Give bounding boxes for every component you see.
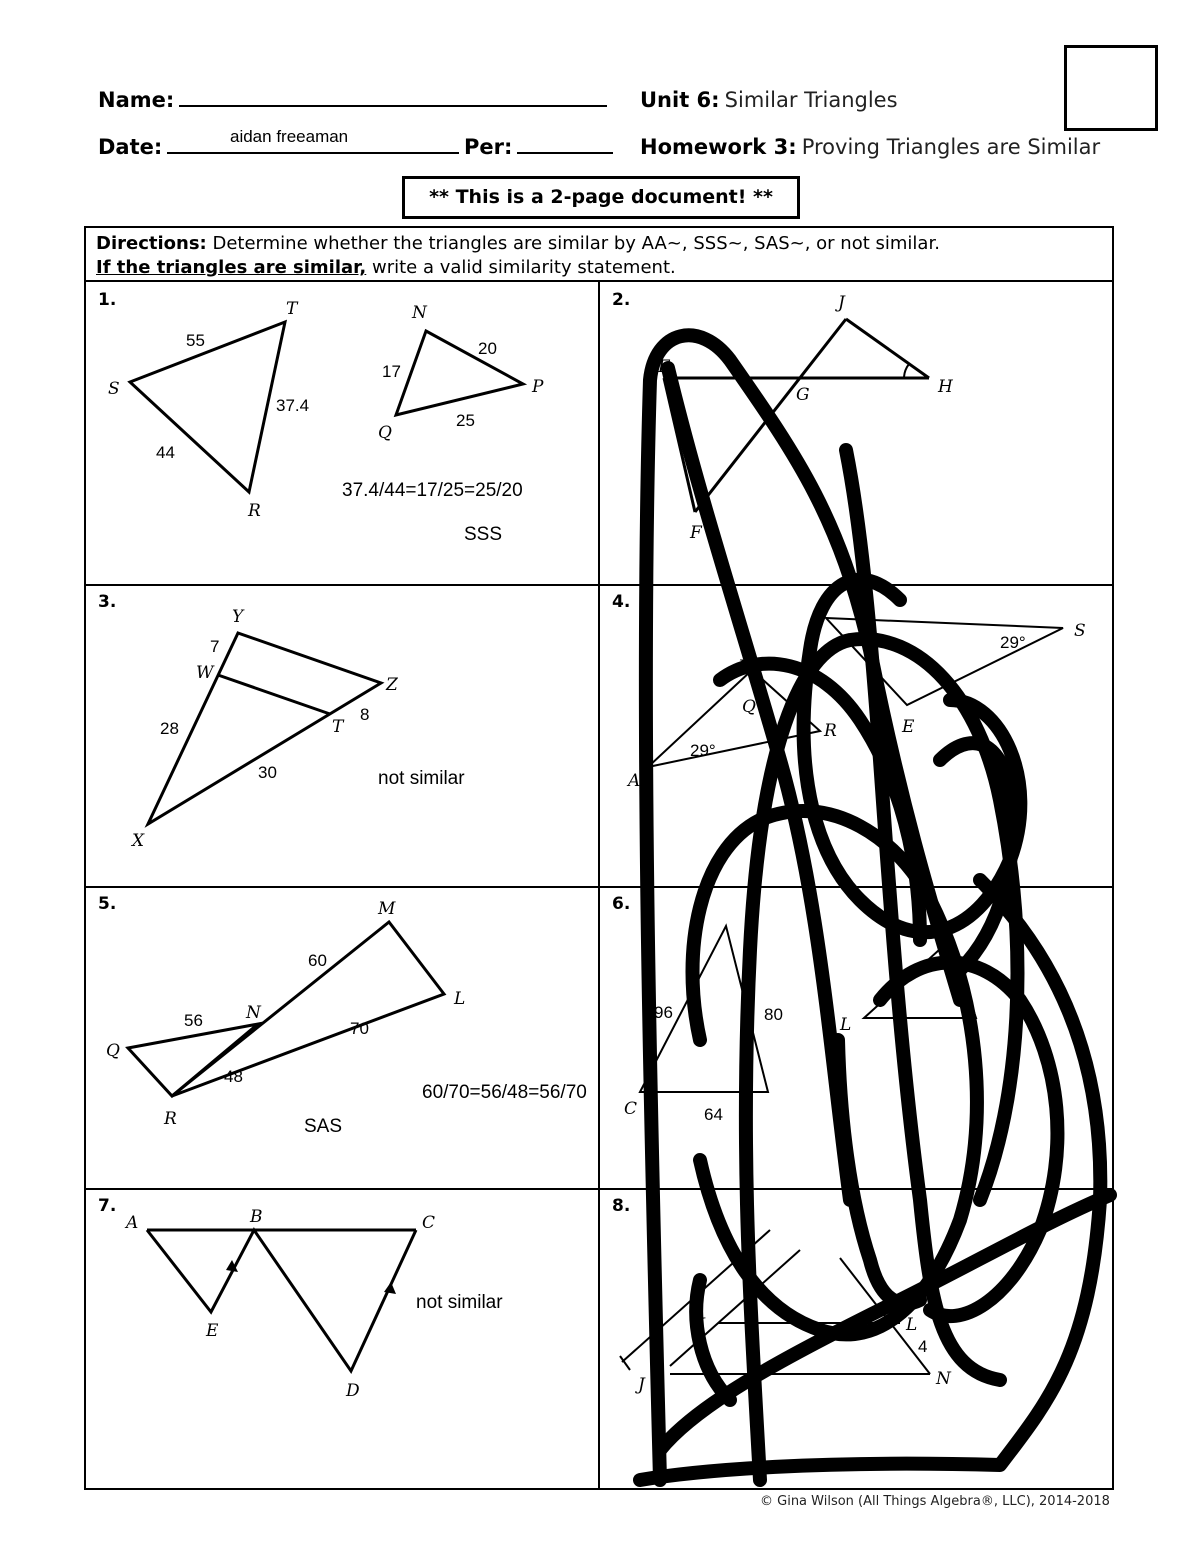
svg-text:7: 7: [210, 637, 220, 656]
svg-text:B: B: [250, 1207, 263, 1227]
problem-number: 4.: [612, 592, 631, 612]
svg-text:K: K: [692, 1315, 705, 1335]
triangle-diagram: [86, 284, 598, 584]
svg-text:25: 25: [456, 411, 475, 430]
directions-text-2: write a valid similarity statement.: [371, 257, 676, 278]
svg-text:45: 45: [854, 627, 873, 646]
directions: [86, 228, 1112, 282]
answer: SAS: [304, 1116, 343, 1137]
svg-text:F: F: [690, 523, 702, 543]
svg-text:X: X: [132, 831, 145, 851]
svg-text:N: N: [738, 657, 753, 677]
svg-text:G: G: [796, 385, 810, 405]
unit-heading: Unit 6: Similar Triangles: [640, 88, 898, 112]
svg-text:37.4: 37.4: [276, 396, 310, 415]
homework-heading: Homework 3: Proving Triangles are Similar: [640, 135, 1101, 159]
svg-text:P: P: [532, 377, 544, 397]
svg-text:C: C: [422, 1213, 436, 1233]
problem-7: [86, 1190, 598, 1488]
svg-text:60: 60: [308, 951, 327, 970]
svg-text:N: N: [246, 1003, 261, 1023]
svg-text:29°: 29°: [690, 741, 716, 760]
directions-label: Directions:: [96, 233, 207, 254]
svg-text:17: 17: [382, 362, 401, 381]
triangle-diagram: [600, 888, 1112, 1188]
svg-text:55: 55: [186, 331, 205, 350]
svg-text:H: H: [938, 377, 953, 397]
svg-text:29°: 29°: [1000, 633, 1026, 652]
svg-text:S: S: [1074, 621, 1086, 641]
svg-text:70: 70: [350, 1019, 369, 1038]
svg-text:D: D: [346, 1381, 360, 1401]
svg-text:L: L: [454, 989, 466, 1009]
two-page-notice: ** This is a 2-page document! **: [402, 176, 800, 219]
svg-text:Z: Z: [386, 675, 398, 695]
svg-text:E: E: [206, 1321, 219, 1341]
problem-number: 5.: [98, 894, 117, 914]
triangle-diagram: [600, 284, 1112, 584]
problem-number: 2.: [612, 290, 631, 310]
svg-text:E: E: [902, 717, 915, 737]
problem-number: 3.: [98, 592, 117, 612]
svg-text:Y: Y: [232, 607, 244, 627]
svg-text:56: 56: [184, 1011, 203, 1030]
svg-text:28: 28: [160, 719, 179, 738]
svg-text:20: 20: [478, 339, 497, 358]
svg-text:C: C: [624, 1099, 638, 1119]
svg-text:96: 96: [654, 1003, 673, 1022]
svg-text:44: 44: [156, 443, 175, 462]
svg-text:R: R: [248, 501, 261, 521]
svg-text:E: E: [658, 357, 671, 377]
period-label: Per:: [464, 135, 513, 159]
svg-text:Q: Q: [742, 697, 756, 717]
problem-number: 8.: [612, 1196, 631, 1216]
problem-4: [600, 586, 1112, 886]
answer-work: 60/70=56/48=56/70: [422, 1082, 587, 1103]
answer-work: 37.4/44=17/25=25/20: [342, 480, 523, 501]
triangle-diagram: [86, 586, 598, 886]
svg-text:L: L: [906, 1315, 918, 1335]
svg-text:J: J: [838, 293, 845, 313]
triangle-diagram: [600, 1190, 1112, 1488]
triangle-diagram: [86, 888, 598, 1188]
name-line[interactable]: [179, 105, 607, 107]
svg-text:8: 8: [360, 705, 370, 724]
svg-text:S: S: [108, 379, 120, 399]
problem-1: [86, 284, 598, 584]
svg-text:T: T: [332, 717, 344, 737]
period-line[interactable]: [517, 152, 613, 154]
triangle-diagram: [86, 1190, 598, 1488]
problem-5: [86, 888, 598, 1188]
answer: not similar: [378, 768, 465, 789]
answer: not similar: [416, 1292, 503, 1313]
directions-bold: If the triangles are similar,: [96, 257, 367, 278]
svg-text:N: N: [412, 303, 427, 323]
problem-8: [600, 1190, 1112, 1488]
problem-6: [600, 888, 1112, 1188]
svg-text:Q: Q: [106, 1041, 120, 1061]
date-value: aidan freeaman: [230, 127, 349, 146]
problem-number: 7.: [98, 1196, 117, 1216]
svg-text:R: R: [164, 1109, 177, 1129]
triangle-diagram: [600, 586, 1112, 886]
svg-text:N: N: [936, 1369, 951, 1389]
problem-number: 1.: [98, 290, 117, 310]
svg-text:R: R: [824, 721, 837, 741]
answer: SSS: [464, 524, 503, 545]
score-box: [1064, 45, 1158, 131]
svg-text:64: 64: [704, 1105, 723, 1124]
period-field[interactable]: [464, 135, 613, 159]
svg-text:30: 30: [258, 763, 277, 782]
svg-text:W: W: [196, 663, 214, 683]
svg-text:A: A: [628, 771, 641, 791]
problem-2: [600, 284, 1112, 584]
directions-text: Determine whether the triangles are similar by AA~, SSS~, SAS~, or not similar.: [212, 233, 940, 254]
svg-text:Q: Q: [378, 423, 392, 443]
problem-3: [86, 586, 598, 886]
date-label: Date:: [98, 135, 163, 159]
date-line[interactable]: [167, 152, 459, 154]
svg-text:M: M: [378, 899, 396, 919]
problem-number: 6.: [612, 894, 631, 914]
svg-text:80: 80: [764, 1005, 783, 1024]
name-field[interactable]: [98, 88, 607, 112]
svg-text:L: L: [840, 1015, 852, 1035]
copyright-footer: © Gina Wilson (All Things Algebra®, LLC), 2014-2018: [760, 1494, 1110, 1509]
svg-text:A: A: [126, 1213, 139, 1233]
name-label: Name:: [98, 88, 175, 112]
svg-text:48: 48: [224, 1067, 243, 1086]
svg-text:J: J: [638, 1375, 645, 1395]
svg-text:T: T: [286, 299, 298, 319]
svg-text:4: 4: [918, 1337, 928, 1356]
